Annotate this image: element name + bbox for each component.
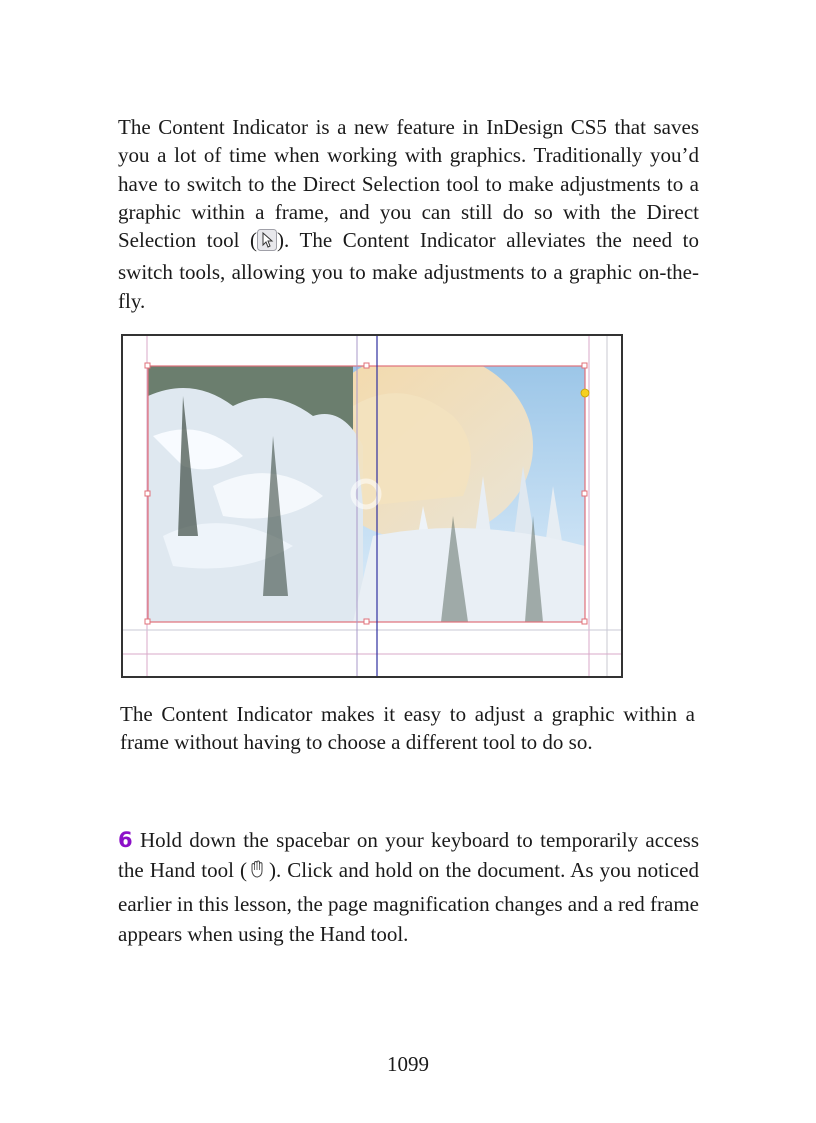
indesign-screenshot xyxy=(121,334,623,678)
corner-options-handle[interactable] xyxy=(581,389,589,397)
page-number: 1099 xyxy=(387,1052,429,1076)
step-number: 6 xyxy=(118,828,133,852)
intro-paragraph: The Content Indicator is a new feature in InDesign CS5 that saves you a lot of time when working with graphics. Traditionally you’d have to switch to the Direct Selection tool to make adjustments to a graphic within a frame, and you can still do so with the Direct Selection tool ( ). The Content Indicator alleviates the need to switch tools, allowing you to make adjustments to a graphic on-the-fly. xyxy=(118,115,700,313)
snow-forest-image-frame xyxy=(123,336,621,676)
direct-selection-tool-icon xyxy=(257,229,277,258)
hand-tool-icon xyxy=(247,859,269,889)
step-6-paragraph: 6 Hold down the spacebar on your keyboard to temporarily access the Hand tool ( ). Click and hold on the document. As you noticed earlier in this lesson, the page magnification changes and a red frame appears when using the Hand tool. xyxy=(118,828,700,946)
figure-caption: The Content Indicator makes it easy to adjust a graphic within a frame without having to choose a different tool to do so. xyxy=(120,702,695,754)
